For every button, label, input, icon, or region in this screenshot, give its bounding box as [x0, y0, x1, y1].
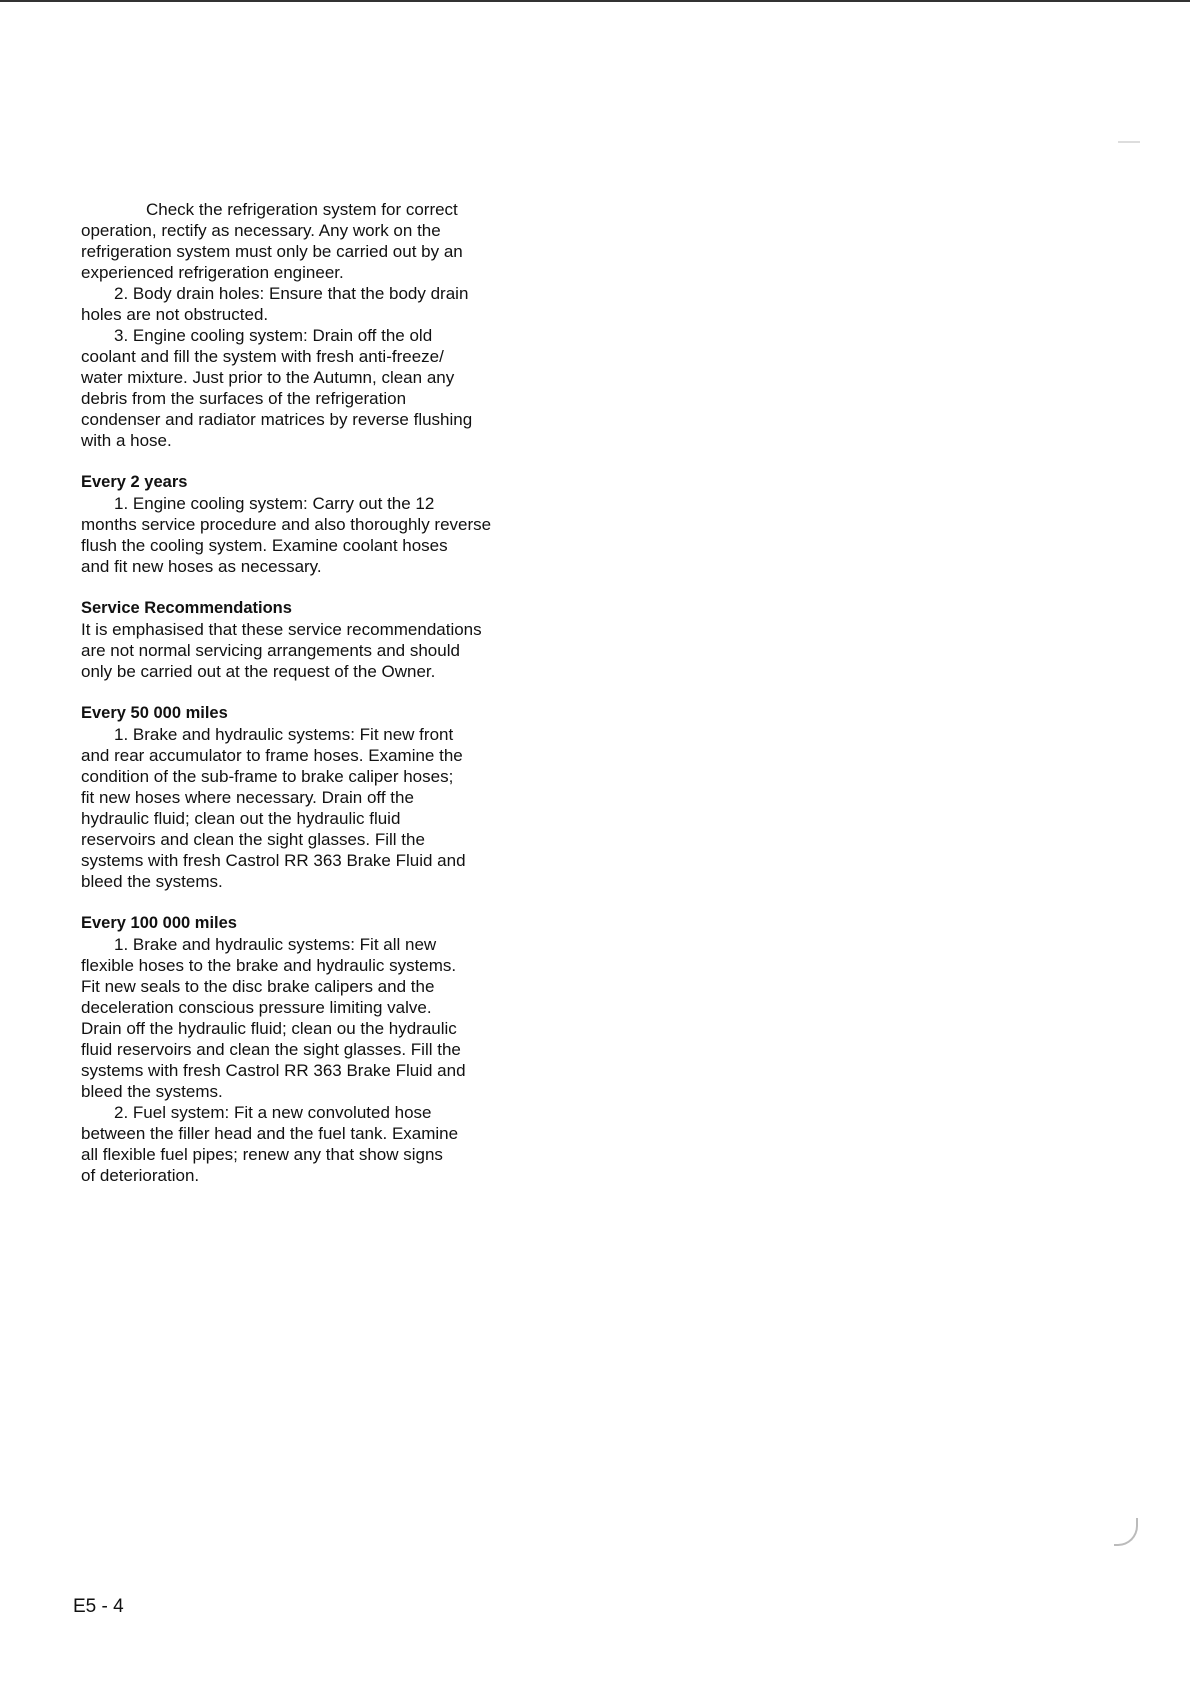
paragraph-line: bleed the systems. — [81, 1082, 223, 1101]
paragraph-line: fluid reservoirs and clean the sight glasses. Fill the — [81, 1040, 461, 1059]
paragraph-line: hydraulic fluid; clean out the hydraulic fluid — [81, 809, 401, 828]
paragraph-line: coolant and fill the system with fresh anti-freeze/ — [81, 347, 444, 366]
paragraph-line: experienced refrigeration engineer. — [81, 263, 344, 282]
paragraph-line: Fit new seals to the disc brake calipers and the — [81, 977, 435, 996]
paragraph-line: flexible hoses to the brake and hydraulic systems. — [81, 956, 457, 975]
section-heading: Every 100 000 miles — [81, 914, 237, 932]
list-item-line: 1. Engine cooling system: Carry out the 12 — [114, 494, 435, 513]
paragraph-line: with a hose. — [81, 431, 172, 450]
paragraph-line: debris from the surfaces of the refrigeration — [81, 389, 407, 408]
section-gap — [81, 577, 581, 598]
list-item-line: 1. Brake and hydraulic systems: Fit new front — [114, 725, 454, 744]
paragraph-line: fit new hoses where necessary. Drain off the — [81, 788, 414, 807]
paragraph-line: systems with fresh Castrol RR 363 Brake Fluid and — [81, 851, 466, 870]
section-heading: Service Recommendations — [81, 599, 292, 617]
section-heading: Every 2 years — [81, 473, 188, 491]
paragraph-line: of deterioration. — [81, 1166, 200, 1185]
paragraph-line: and fit new hoses as necessary. — [81, 557, 322, 576]
paragraph-line: between the filler head and the fuel tank. Examine — [81, 1124, 459, 1143]
scan-edge-mark — [1118, 141, 1140, 143]
page-curl-mark — [1114, 1518, 1138, 1546]
paragraph-line: deceleration conscious pressure limiting valve. — [81, 998, 432, 1017]
paragraph-line: only be carried out at the request of the Owner. — [81, 662, 436, 681]
list-item-line: 1. Brake and hydraulic systems: Fit all new — [114, 935, 437, 954]
paragraph-line: bleed the systems. — [81, 872, 223, 891]
document-body — [81, 199, 581, 1186]
section-gap — [81, 682, 581, 703]
paragraph-line: water mixture. Just prior to the Autumn, clean any — [81, 368, 455, 387]
paragraph-line: systems with fresh Castrol RR 363 Brake Fluid and — [81, 1061, 466, 1080]
list-item-line: 2. Body drain holes: Ensure that the body drain — [114, 284, 469, 303]
paragraph-line: all flexible fuel pipes; renew any that show signs — [81, 1145, 443, 1164]
paragraph-line: reservoirs and clean the sight glasses. Fill the — [81, 830, 425, 849]
section-gap — [81, 451, 581, 472]
paragraph-line: condition of the sub-frame to brake caliper hoses; — [81, 767, 454, 786]
list-item-line: 2. Fuel system: Fit a new convoluted hose — [114, 1103, 432, 1122]
paragraph-line: Check the refrigeration system for correct — [146, 200, 458, 219]
section-heading: Every 50 000 miles — [81, 704, 228, 722]
paragraph-line: operation, rectify as necessary. Any work on the — [81, 221, 441, 240]
page-number: E5 - 4 — [73, 1596, 124, 1617]
paragraph-line: condenser and radiator matrices by reverse flushing — [81, 410, 473, 429]
paragraph-line: are not normal servicing arrangements and should — [81, 641, 460, 660]
paragraph-line: flush the cooling system. Examine coolant hoses — [81, 536, 448, 555]
paragraph-line: Drain off the hydraulic fluid; clean ou the hydraulic — [81, 1019, 457, 1038]
paragraph-line: months service procedure and also thoroughly reverse — [81, 515, 492, 534]
paragraph-line: refrigeration system must only be carried out by an — [81, 242, 463, 261]
paragraph-line: It is emphasised that these service recommendations — [81, 620, 482, 639]
page-top-edge — [0, 0, 1190, 2]
paragraph-line: and rear accumulator to frame hoses. Examine the — [81, 746, 463, 765]
paragraph-line: holes are not obstructed. — [81, 305, 269, 324]
list-item-line: 3. Engine cooling system: Drain off the old — [114, 326, 433, 345]
section-gap — [81, 892, 581, 913]
